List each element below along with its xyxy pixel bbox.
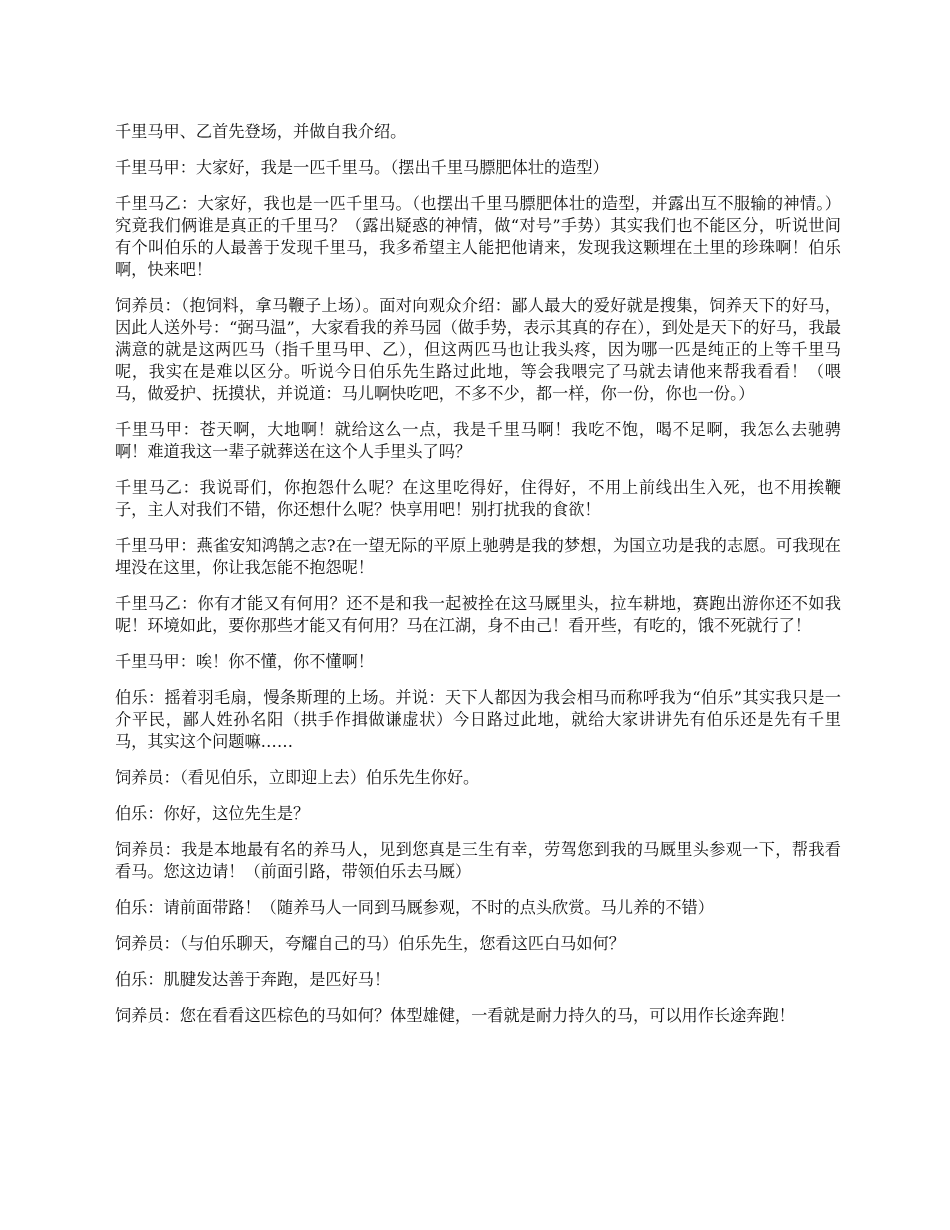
paragraph: 伯乐：你好，这位先生是？ bbox=[115, 804, 310, 823]
paragraph: 千里马甲：大家好，我是一匹千里马。（摆出千里马膘肥体壮的造型） bbox=[115, 158, 609, 177]
paragraph: 伯乐：摇着羽毛扇，慢条斯理的上场。并说：天下人都因为我会相马而称呼我为“伯乐”其实我只是一介平民，鄙人姓孙名阳（拱手作揖做谦虚状）今日路过此地，就给大家讲讲先有伯乐还是先有千里马，其实这个问题嘛…… bbox=[115, 688, 841, 751]
paragraph: 千里马乙：你有才能又有何用？还不是和我一起被拴在这马厩里头，拉车耕地，赛跑出游你还不如我呢！环境如此，要你那些才能又有何用？马在江湖，身不由己！看开些，有吃的，饿不死就行了！ bbox=[115, 594, 841, 635]
paragraph: 饲养员：（抱饲料，拿马鞭子上场）。面对向观众介绍：鄙人最大的爱好就是搜集，饲养天下的好马，因此人送外号：“弼马温”，大家看我的养马园（做手势，表示其真的存在），到处是天下的好马，我最满意的就是这两匹马（指千里马甲、乙），但这两匹马也让我头疼，因为哪一匹是纯正的上等千里马呢，我实在是难以区分。听说今日伯乐先生路过此地，等会我喂完了马就去请他来帮我看看！（喂马，做爱护、抚摸状，并说道：马儿啊快吃吧，不多不少，都一样，你一份，你也一份。） bbox=[115, 296, 841, 403]
paragraph: 千里马甲、乙首先登场，并做自我介绍。 bbox=[115, 122, 407, 141]
paragraph: 千里马乙：大家好，我也是一匹千里马。（也摆出千里马膘肥体壮的造型，并露出互不服输的神情。）究竟我们俩谁是真正的千里马？（露出疑惑的神情，做“对号”手势）其实我们也不能区分，听说世间有个叫伯乐的人最善于发现千里马，我多希望主人能把他请来，发现我这颗埋在土里的珍珠啊！伯乐啊，快来吧！ bbox=[115, 194, 841, 279]
paragraph: 伯乐：请前面带路！（随养马人一同到马厩参观，不时的点头欣赏。马儿养的不错） bbox=[115, 898, 714, 917]
paragraph: 千里马乙：我说哥们，你抱怨什么呢？在这里吃得好，住得好，不用上前线出生入死，也不用挨鞭子，主人对我们不错，你还想什么呢？快享用吧！别打扰我的食欲！ bbox=[115, 478, 841, 519]
paragraph: 饲养员：（看见伯乐，立即迎上去）伯乐先生你好。 bbox=[115, 768, 480, 787]
document-page bbox=[115, 121, 841, 1041]
paragraph: 饲养员：我是本地最有名的养马人，见到您真是三生有幸，劳驾您到我的马厩里头参观一下，帮我看看马。您这边请！（前面引路，带领伯乐去马厩） bbox=[115, 840, 841, 881]
paragraph: 伯乐：肌腱发达善于奔跑，是匹好马！ bbox=[115, 970, 391, 989]
paragraph: 千里马甲：唉！你不懂，你不懂啊！ bbox=[115, 652, 374, 671]
paragraph: 千里马甲：燕雀安知鸿鹄之志?在一望无际的平原上驰骋是我的梦想，为国立功是我的志愿。可我现在埋没在这里，你让我怎能不抱怨呢！ bbox=[115, 536, 841, 577]
paragraph: 饲养员：您在看看这匹棕色的马如何？体型雄健，一看就是耐力持久的马，可以用作长途奔跑！ bbox=[115, 1006, 795, 1025]
paragraph: 千里马甲：苍天啊，大地啊！就给这么一点，我是千里马啊！我吃不饱，喝不足啊，我怎么去驰骋啊！难道我这一辈子就葬送在这个人手里头了吗？ bbox=[115, 420, 841, 461]
paragraph: 饲养员：（与伯乐聊天，夸耀自己的马）伯乐先生，您看这匹白马如何？ bbox=[115, 934, 625, 953]
